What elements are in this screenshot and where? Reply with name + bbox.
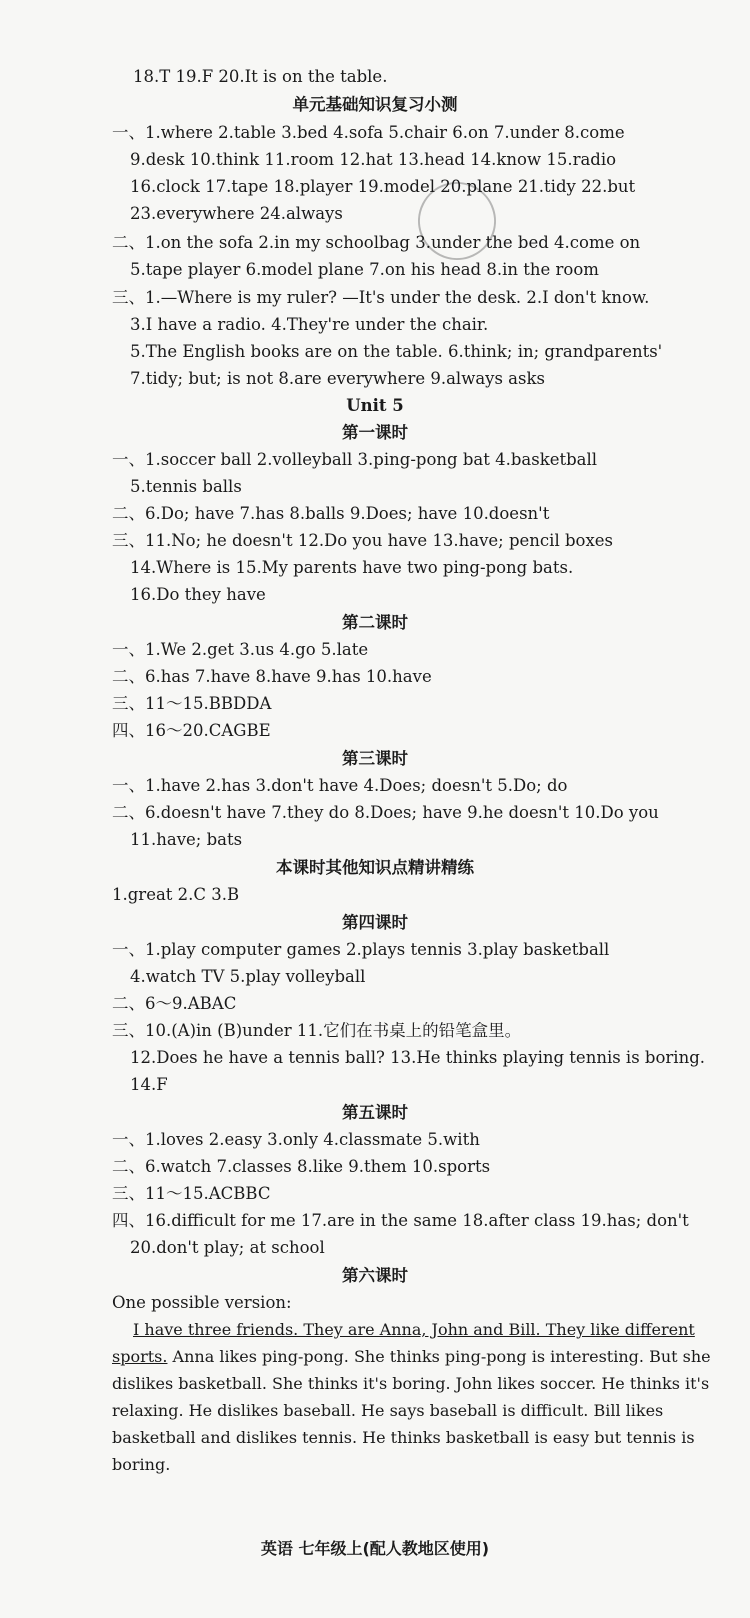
answer-line: 20.don't play; at school: [130, 1238, 325, 1257]
answer-line: 三、11～15.BBDDA: [112, 694, 272, 713]
section-heading: 第六课时: [342, 1266, 408, 1285]
section-heading: 第四课时: [342, 913, 408, 932]
answer-line: 18.T 19.F 20.It is on the table.: [133, 67, 388, 86]
essay-text: Anna likes ping-pong. She thinks ping-pong is interesting. But she: [167, 1347, 711, 1366]
answer-line: 三、11～15.ACBBC: [112, 1184, 271, 1203]
answer-line: 三、11.No; he doesn't 12.Do you have 13.have; pencil boxes: [112, 531, 614, 550]
answer-line: 9.desk 10.think 11.room 12.hat 13.head 14.know 15.radio: [130, 150, 617, 169]
answer-line: 一、1.where 2.table 3.bed 4.sofa 5.chair 6.on 7.under 8.come: [112, 123, 625, 142]
answer-line: 14.F: [130, 1075, 168, 1094]
essay-line: basketball and dislikes tennis. He thinks basketball is easy but tennis is: [112, 1428, 695, 1447]
answer-line: 二、6.has 7.have 8.have 9.has 10.have: [112, 667, 432, 686]
section-heading: 本课时其他知识点精讲精练: [276, 858, 474, 877]
answer-line: 4.watch TV 5.play volleyball: [130, 967, 366, 986]
essay-underlined-text: sports.: [112, 1347, 168, 1366]
answer-line: 14.Where is 15.My parents have two ping-pong bats.: [130, 558, 574, 577]
answer-line: 3.I have a radio. 4.They're under the chair.: [130, 315, 489, 334]
answer-line: 1.great 2.C 3.B: [112, 885, 240, 904]
answer-line: 23.everywhere 24.always: [130, 204, 343, 223]
answer-line: 二、6～9.ABAC: [112, 994, 237, 1013]
section-heading: 单元基础知识复习小测: [292, 95, 458, 114]
answer-line: 一、1.soccer ball 2.volleyball 3.ping-pong bat 4.basketball: [112, 450, 598, 469]
essay-line: dislikes basketball. She thinks it's boring. John likes soccer. He thinks it's: [112, 1374, 710, 1393]
essay-underlined-text: I have three friends. They are Anna, John and Bill. They like different: [133, 1320, 695, 1339]
answer-line: 四、16.difficult for me 17.are in the same 18.after class 19.has; don't: [112, 1211, 689, 1230]
answer-line: 二、6.doesn't have 7.they do 8.Does; have 9.he doesn't 10.Do you: [112, 803, 659, 822]
answer-line: 11.have; bats: [130, 830, 243, 849]
answer-line: 一、1.We 2.get 3.us 4.go 5.late: [112, 640, 369, 659]
essay-line: relaxing. He dislikes baseball. He says baseball is difficult. Bill likes: [112, 1401, 664, 1420]
section-heading: 第三课时: [342, 749, 408, 768]
section-heading: 第一课时: [342, 423, 408, 442]
answer-line: 12.Does he have a tennis ball? 13.He thinks playing tennis is boring.: [130, 1048, 706, 1067]
answer-line: 二、1.on the sofa 2.in my schoolbag 3.under the bed 4.come on: [112, 233, 641, 252]
section-heading: Unit 5: [346, 396, 404, 415]
answer-line: 四、16～20.CAGBE: [112, 721, 271, 740]
essay-line: [112, 1344, 722, 1370]
page-footer: 英语 七年级上(配人教地区使用): [260, 1539, 490, 1558]
answer-line: 二、6.Do; have 7.has 8.balls 9.Does; have 10.doesn't: [112, 504, 550, 523]
answer-line: 一、1.loves 2.easy 3.only 4.classmate 5.with: [112, 1130, 480, 1149]
answer-line: 5.The English books are on the table. 6.think; in; grandparents': [130, 342, 663, 361]
answer-line: 一、1.play computer games 2.plays tennis 3.play basketball: [112, 940, 610, 959]
section-heading: 第二课时: [342, 613, 408, 632]
answer-line: 5.tennis balls: [130, 477, 242, 496]
answer-line: 16.clock 17.tape 18.player 19.model 20.plane 21.tidy 22.but: [130, 177, 636, 196]
section-heading: 第五课时: [342, 1103, 408, 1122]
answer-line: 二、6.watch 7.classes 8.like 9.them 10.sports: [112, 1157, 491, 1176]
corner-logo: [610, 1530, 740, 1610]
answer-line: 7.tidy; but; is not 8.are everywhere 9.always asks: [130, 369, 545, 388]
essay-line: [133, 1317, 723, 1343]
essay-line: boring.: [112, 1455, 171, 1474]
answer-line: 16.Do they have: [130, 585, 266, 604]
answer-line: 一、1.have 2.has 3.don't have 4.Does; doesn't 5.Do; do: [112, 776, 568, 795]
answer-line: 三、1.—Where is my ruler? —It's under the desk. 2.I don't know.: [112, 288, 650, 307]
answer-line: 5.tape player 6.model plane 7.on his head 8.in the room: [130, 260, 599, 279]
answer-line: 三、10.(A)in (B)under 11.它们在书桌上的铅笔盒里。: [112, 1021, 522, 1040]
answer-line: One possible version:: [112, 1293, 292, 1312]
